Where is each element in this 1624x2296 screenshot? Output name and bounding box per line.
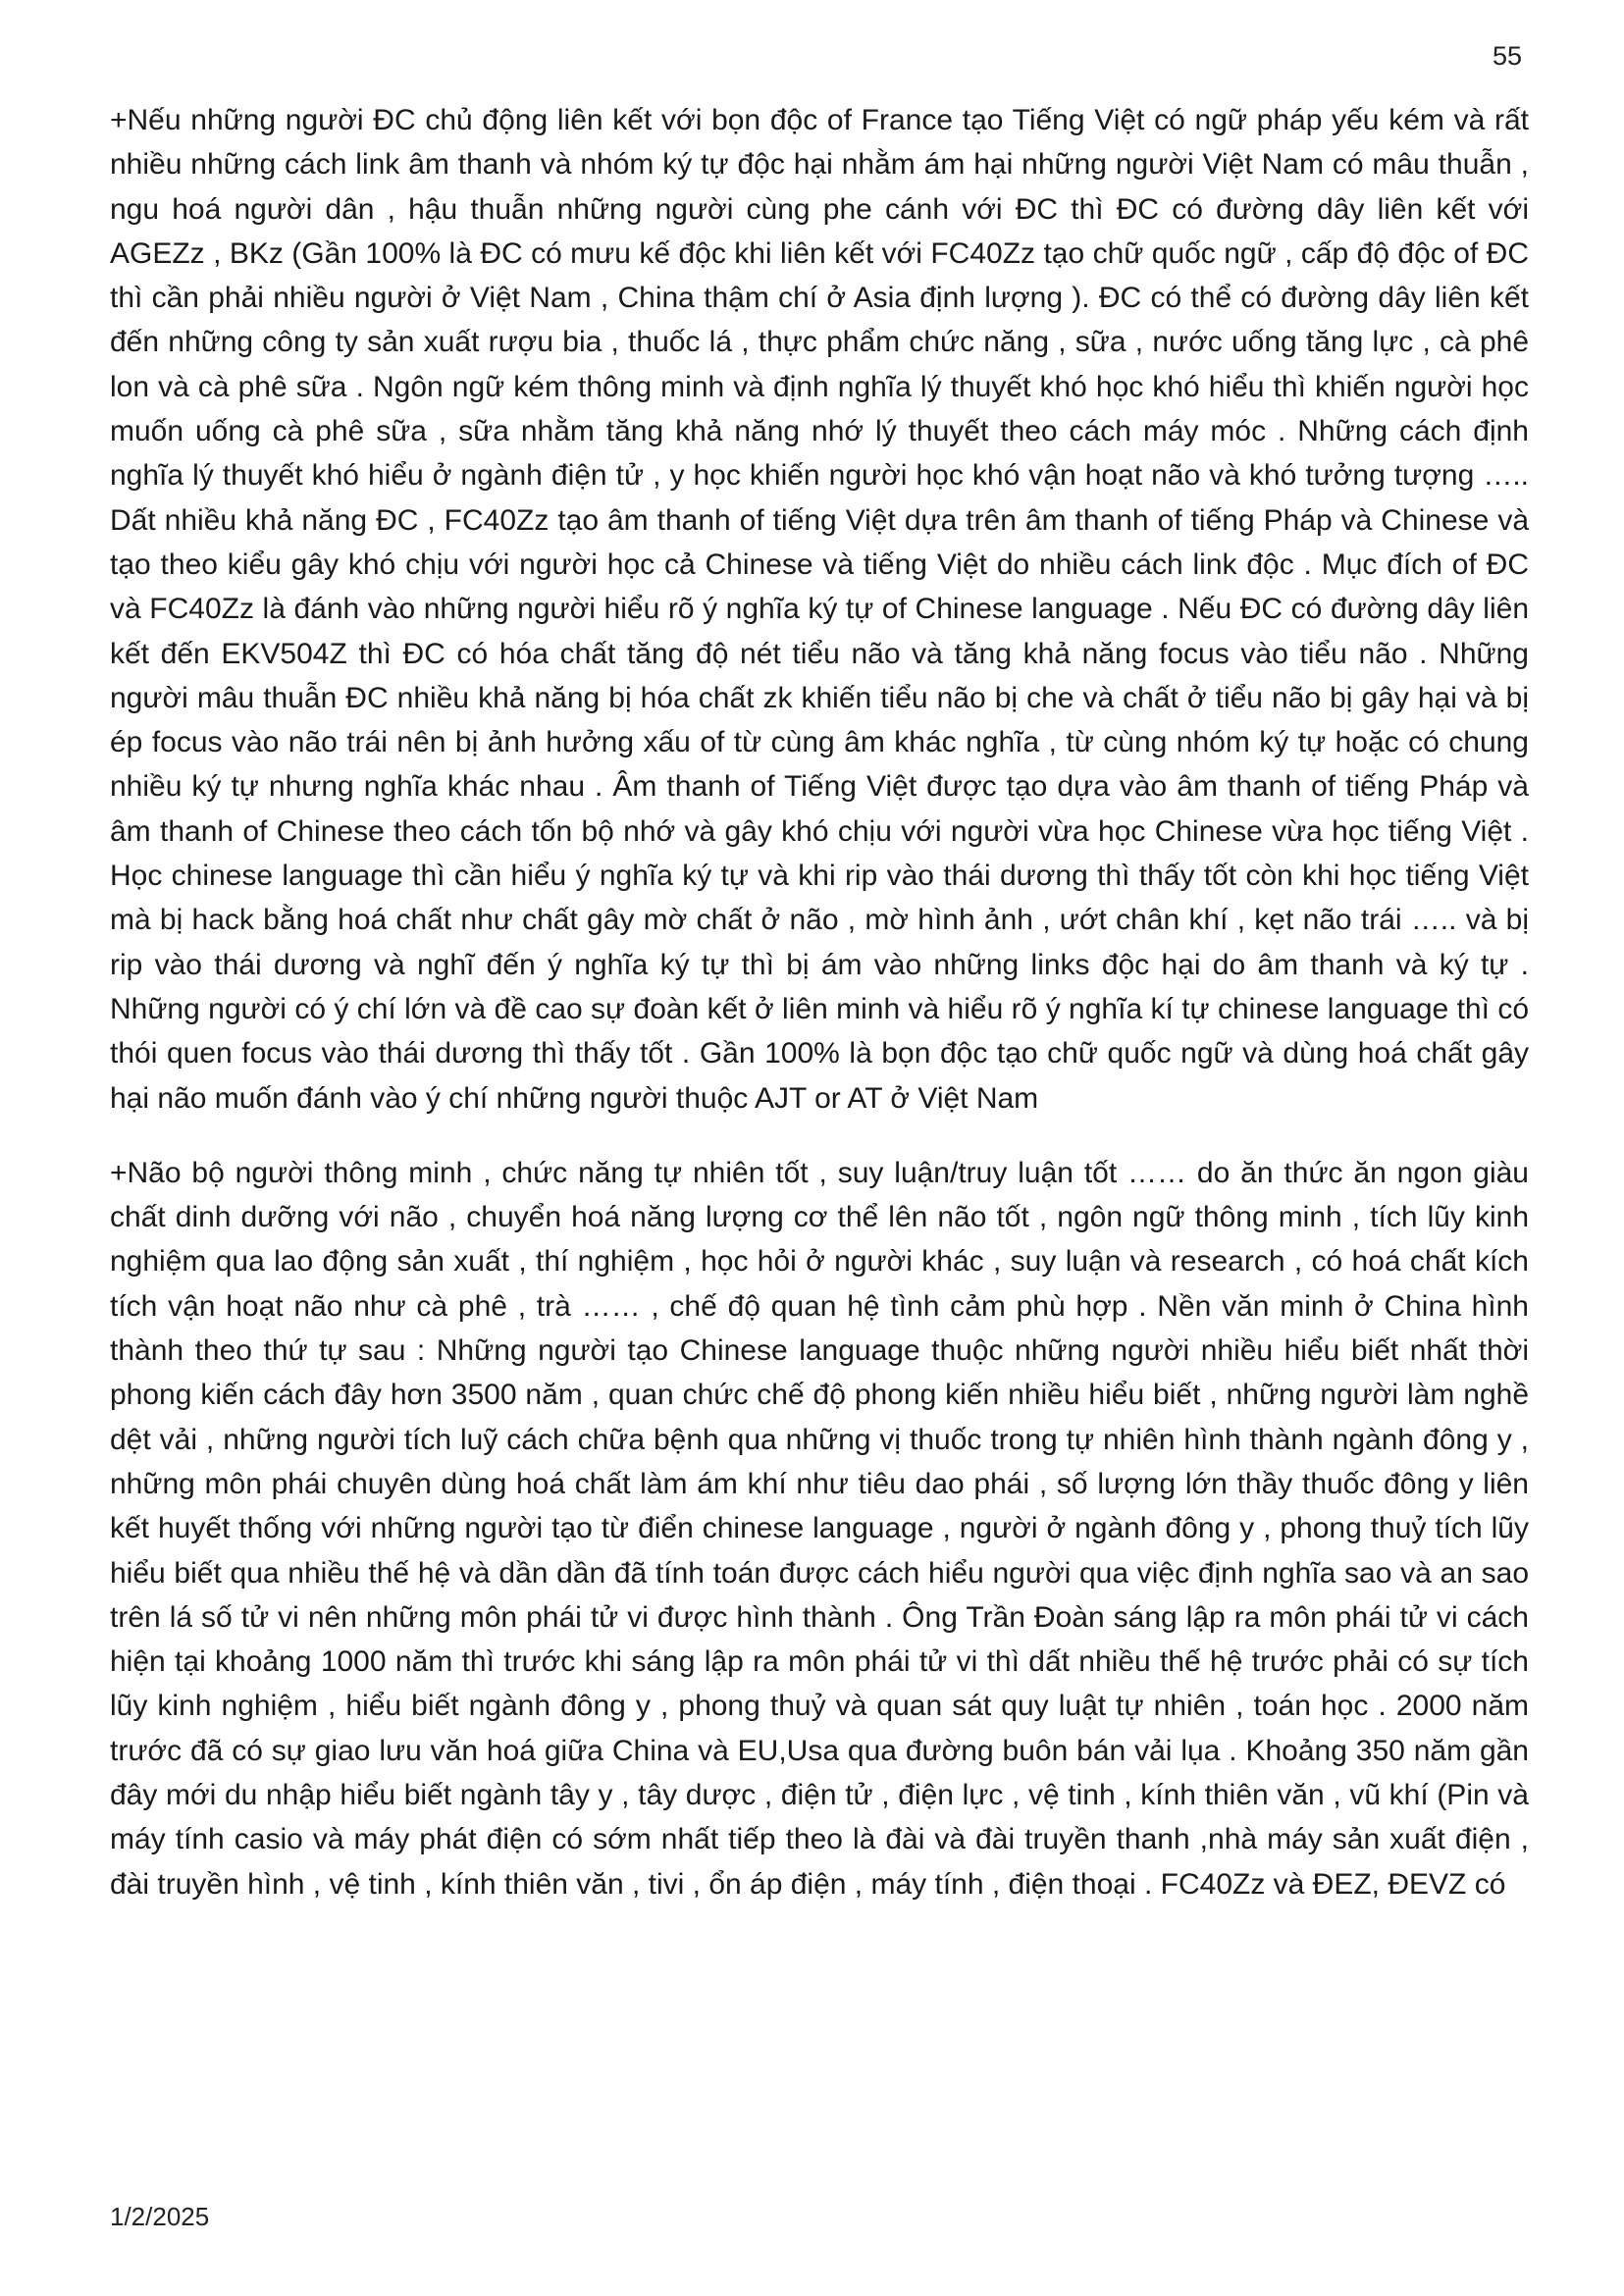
page-number: 55 <box>1492 41 1522 71</box>
footer-date: 1/2/2025 <box>110 2202 210 2231</box>
paragraph-brain-civilization: +Não bộ người thông minh , chức năng tự nhiên tốt , suy luận/truy luận tốt …… do ăn thức ăn ngon giàu chất dinh dưỡng với não , chuyển hoá năng lượng cơ thể lên não tốt , ngôn ngữ thông minh , tích lũy kinh nghiệm qua lao động sản xuất , thí nghiệm , học hỏi ở người khác , suy luận và research , có hoá chất kích tích vận hoạt não như cà phê , trà …… , chế độ quan hệ tình cảm phù hợp . Nền văn minh ở China hình thành theo thứ tự sau : Những người tạo Chinese language thuộc những người nhiều hiểu biết nhất thời phong kiến cách đây hơn 3500 năm , quan chức chế độ phong kiến nhiều hiểu biết , những người làm nghề dệt vải , những người tích luỹ cách chữa bệnh qua những vị thuốc trong tự nhiên hình thành ngành đông y , những môn phái chuyên dùng hoá chất làm ám khí như tiêu dao phái , số lượng lớn thầy thuốc đông y liên kết huyết thống với những người tạo từ điển chinese language , người ở ngành đông y , phong thuỷ tích lũy hiểu biết qua nhiều thế hệ và dần dần đã tính toán được cách hiểu người qua việc định nghĩa sao và an sao trên lá số tử vi nên những môn phái tử vi được hình thành . Ông Trần Đoàn sáng lập ra môn phái tử vi cách hiện tại khoảng 1000 năm thì trước khi sáng lập ra môn phái tử vi thì dất nhiều thế hệ trước phải có sự tích lũy kinh nghiệm , hiểu biết ngành đông y , phong thuỷ và quan sát quy luật tự nhiên , toán học . 2000 năm trước đã có sự giao lưu văn hoá giữa China và EU,Usa qua đường buôn bán vải lụa . Khoảng 350 năm gần đây mới du nhập hiểu biết ngành tây y , tây dược , điện tử , điện lực , vệ tinh , kính thiên văn , vũ khí (Pin và máy tính casio và máy phát điện có sớm nhất tiếp theo là đài và đài truyền thanh ,nhà máy sản xuất điện , đài truyền hình , vệ tinh , kính thiên văn , tivi , ổn áp điện , máy tính , điện thoại . FC40Zz và ĐEZ, ĐEVZ có <box>110 1156 1529 1901</box>
paragraph-language-links: +Nếu những người ĐC chủ động liên kết với bọn độc of France tạo Tiếng Việt có ngữ pháp yếu kém và rất nhiều những cách link âm thanh và nhóm ký tự độc hại nhằm ám hại những người Việt Nam có mâu thuẫn , ngu hoá người dân , hậu thuẫn những người cùng phe cánh với ĐC thì ĐC có đường dây liên kết với AGEZz , BKz (Gần 100% là ĐC có mưu kế độc khi liên kết với FC40Zz tạo chữ quốc ngữ , cấp độ độc of ĐC thì cần phải nhiều người ở Việt Nam , China thậm chí ở Asia định lượng ). ĐC có thể có đường dây liên kết đến những công ty sản xuất rượu bia , thuốc lá , thực phẩm chức năng , sữa , nước uống tăng lực , cà phê lon và cà phê sữa . Ngôn ngữ kém thông minh và định nghĩa lý thuyết khó học khó hiểu thì khiến người học muốn uống cà phê sữa , sữa nhằm tăng khả năng nhớ lý thuyết theo cách máy móc . Những cách định nghĩa lý thuyết khó hiểu ở ngành điện tử , y học khiến người học khó vận hoạt não và khó tưởng tượng ….. Dất nhiều khả năng ĐC , FC40Zz tạo âm thanh of tiếng Việt dựa trên âm thanh of tiếng Pháp và Chinese và tạo theo kiểu gây khó chịu với người học cả Chinese và tiếng Việt do nhiều cách link độc . Mục đích of ĐC và FC40Zz là đánh vào những người hiểu rõ ý nghĩa ký tự of Chinese language . Nếu ĐC có đường dây liên kết đến EKV504Z thì ĐC có hóa chất tăng độ nét tiểu não và tăng khả năng focus vào tiểu não . Những người mâu thuẫn ĐC nhiều khả năng bị hóa chất zk khiến tiểu não bị che và chất ở tiểu não bị gây hại và bị ép focus vào não trái nên bị ảnh hưởng xấu of từ cùng âm khác nghĩa , từ cùng nhóm ký tự hoặc có chung nhiều ký tự nhưng nghĩa khác nhau . Âm thanh of Tiếng Việt được tạo dựa vào âm thanh of tiếng Pháp và âm thanh of Chinese theo cách tốn bộ nhớ và gây khó chịu với người vừa học Chinese vừa học tiếng Việt . Học chinese language thì cần hiểu ý nghĩa ký tự và khi rip vào thái dương thì thấy tốt còn khi học tiếng Việt mà bị hack bằng hoá chất như chất gây mờ chất ở não , mờ hình ảnh , ướt chân khí , kẹt não trái ….. và bị rip vào thái dương và nghĩ đến ý nghĩa ký tự thì bị ám vào những links độc hại do âm thanh và ký tự . Những người có ý chí lớn và đề cao sự đoàn kết ở liên minh và hiểu rõ ý nghĩa kí tự chinese language thì có thói quen focus vào thái dương thì thấy tốt . Gần 100% là bọn độc tạo chữ quốc ngữ và dùng hoá chất gây hại não muốn đánh vào ý chí những người thuộc AJT or AT ở Việt Nam <box>110 104 1529 1115</box>
document-body <box>110 98 1529 1906</box>
